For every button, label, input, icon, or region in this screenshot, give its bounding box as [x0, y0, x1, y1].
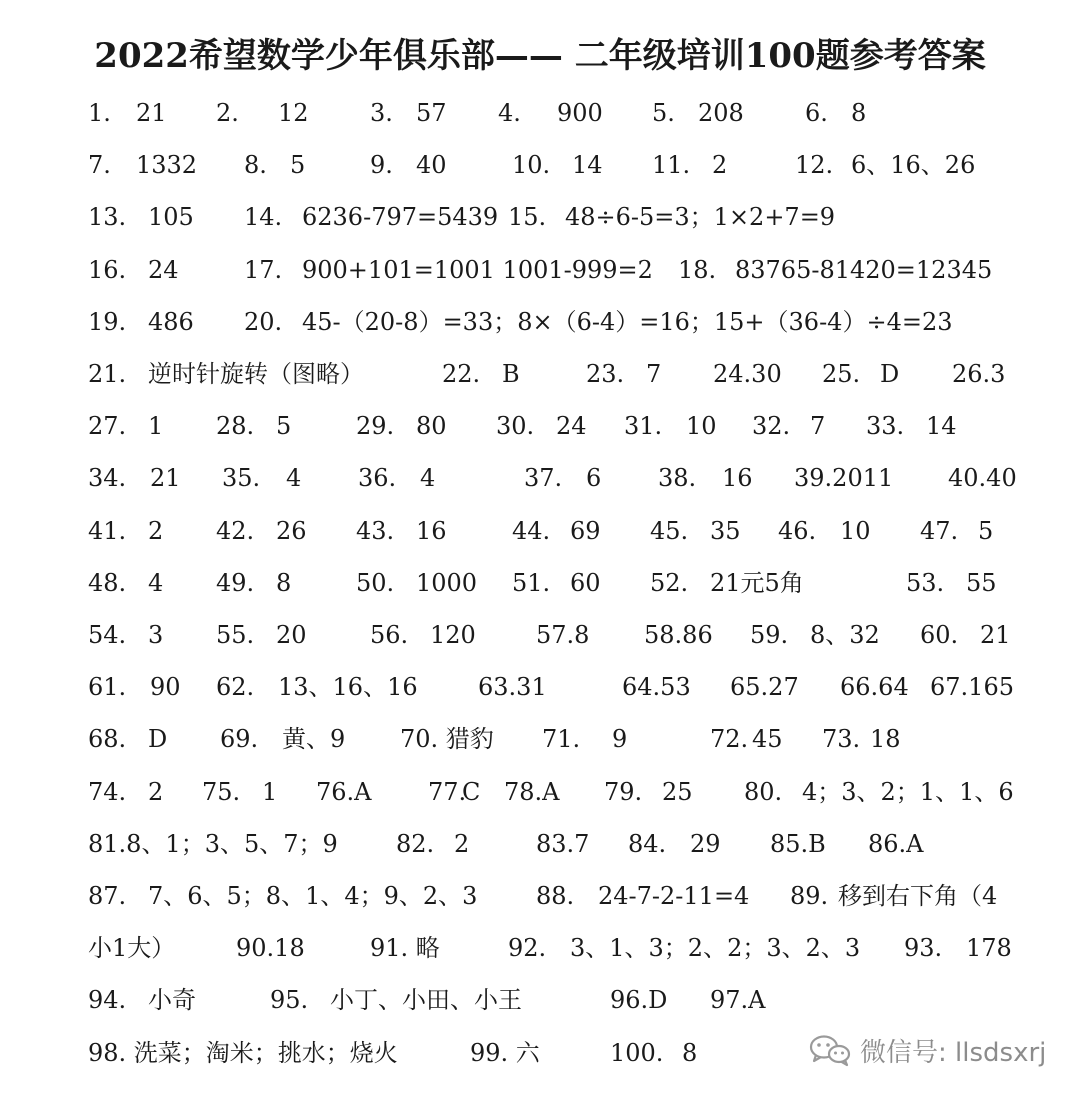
- answer-segment: 69.: [220, 725, 259, 754]
- answer-segment: 5: [290, 151, 306, 180]
- answer-segment: 97.A: [710, 986, 766, 1015]
- answer-segment: 8、32: [810, 621, 880, 649]
- answer-segment: 29: [690, 829, 721, 858]
- answer-segment: 3.: [370, 99, 393, 127]
- answer-segment: 移到右下角（4: [838, 882, 998, 910]
- answer-segment: 88.: [536, 882, 575, 910]
- answer-segment: 5: [978, 516, 994, 545]
- answer-segment: 60.: [920, 621, 959, 649]
- answer-segment: D: [148, 725, 168, 754]
- answer-segment: 14: [572, 151, 603, 180]
- answer-segment: 6236-797=5439: [302, 203, 499, 232]
- answer-segment: 54.: [88, 621, 127, 649]
- answer-segment: 120: [430, 621, 476, 649]
- answer-segment: 20.: [244, 307, 283, 336]
- answer-line: [0, 876, 1080, 916]
- answer-segment: 77.: [428, 777, 467, 806]
- answer-segment: 900+101=1001 1001-999=2: [302, 255, 653, 284]
- answer-segment: 67.165: [930, 673, 1014, 702]
- answer-segment: 19.: [88, 307, 127, 336]
- answer-segment: 74.: [88, 777, 127, 806]
- answer-segment: 15.: [508, 203, 547, 232]
- answer-segment: 4: [286, 464, 302, 493]
- answer-segment: 48÷6-5=3；1×2+7=9: [565, 203, 836, 232]
- answer-segment: 2: [148, 516, 164, 545]
- answer-segment: 50.: [356, 568, 395, 597]
- answer-segment: 28.: [216, 412, 255, 441]
- answer-segment: 16: [722, 464, 753, 493]
- answer-segment: 1: [262, 777, 278, 806]
- answer-segment: 56.: [370, 621, 409, 649]
- answer-segment: 6.: [805, 99, 828, 127]
- answer-segment: 13.: [88, 203, 127, 232]
- answer-line: [0, 302, 1080, 342]
- answer-segment: 105: [148, 203, 194, 232]
- answer-segment: D: [880, 360, 900, 388]
- answer-segment: 1: [148, 412, 164, 441]
- answer-segment: 9: [612, 725, 628, 754]
- answer-segment: 24-7-2-11=4: [598, 882, 750, 910]
- answer-segment: 55.: [216, 621, 255, 649]
- answer-segment: 4.: [498, 99, 521, 127]
- answer-segment: 18.: [678, 255, 717, 284]
- answer-segment: 87.: [88, 882, 127, 910]
- answer-line: [0, 511, 1080, 551]
- answer-line: [0, 980, 1080, 1020]
- answer-segment: 4: [420, 464, 436, 493]
- answer-segment: 57: [416, 99, 447, 127]
- answer-segment: 30.: [496, 412, 535, 441]
- answer-segment: 8: [682, 1038, 698, 1067]
- answer-segment: 5.: [652, 99, 675, 127]
- wechat-icon: [808, 1033, 852, 1067]
- answer-segment: 3、1、3；2、2；3、2、3: [570, 934, 861, 963]
- answer-segment: 2: [454, 829, 470, 858]
- answer-segment: 35: [710, 516, 741, 545]
- answer-segment: B: [502, 360, 520, 388]
- answer-segment: 45.: [650, 516, 689, 545]
- answer-line: [0, 928, 1080, 968]
- answer-segment: 14.: [244, 203, 283, 232]
- answer-segment: 1000: [416, 568, 478, 597]
- answer-line: [0, 772, 1080, 812]
- answer-segment: 25: [662, 777, 693, 806]
- answer-segment: 98. 洗菜；淘米；挑水；烧火: [88, 1038, 398, 1067]
- answer-segment: 1.: [88, 99, 111, 127]
- answer-segment: 65.27: [730, 673, 799, 702]
- answer-segment: 71.: [542, 725, 581, 754]
- answer-segment: 7、6、5；8、1、4；9、2、3: [148, 882, 478, 910]
- answer-segment: 90: [150, 673, 181, 702]
- answer-line: [0, 145, 1080, 185]
- answer-segment: 52.: [650, 568, 689, 597]
- answer-segment: 42.: [216, 516, 255, 545]
- answer-segment: 小奇: [148, 986, 196, 1015]
- answer-segment: 6: [586, 464, 602, 493]
- answer-segment: 34.: [88, 464, 127, 493]
- answer-segment: 6、16、26: [851, 151, 976, 180]
- answer-segment: 21: [136, 99, 167, 127]
- answer-segment: 32.: [752, 412, 791, 441]
- answer-line: [0, 563, 1080, 603]
- answer-segment: 79.: [604, 777, 643, 806]
- answer-segment: 62.: [216, 673, 255, 702]
- answer-line: [0, 667, 1080, 707]
- answer-segment: 13、16、16: [278, 673, 418, 702]
- answer-line: [0, 824, 1080, 864]
- answer-segment: C: [462, 777, 481, 806]
- answer-segment: 208: [698, 99, 744, 127]
- answer-segment: 2: [148, 777, 164, 806]
- answer-segment: 72.: [710, 725, 749, 754]
- answer-segment: 70. 猎豹: [400, 725, 494, 754]
- answer-line: [0, 719, 1080, 759]
- answer-segment: 黄、9: [282, 725, 346, 754]
- answer-segment: 1332: [136, 151, 198, 180]
- answer-segment: 40: [416, 151, 447, 180]
- watermark: [808, 1030, 1046, 1070]
- answer-segment: 3: [148, 621, 164, 649]
- answer-segment: 37.: [524, 464, 563, 493]
- answer-segment: 53.: [906, 568, 945, 597]
- page-title: 2022希望数学少年俱乐部—— 二年级培训100题参考答案: [94, 36, 986, 76]
- answer-segment: 21: [150, 464, 181, 493]
- answer-segment: 10.: [512, 151, 551, 180]
- answer-segment: 900: [557, 99, 603, 127]
- answer-segment: 69: [570, 516, 601, 545]
- answer-segment: 16: [416, 516, 447, 545]
- answer-segment: 5: [276, 412, 292, 441]
- answer-segment: 68.: [88, 725, 127, 754]
- answer-segment: 55: [966, 568, 997, 597]
- answer-segment: 92.: [508, 934, 547, 963]
- answer-segment: 86.A: [868, 829, 924, 858]
- answer-line: [0, 354, 1080, 394]
- answer-segment: 22.: [442, 360, 481, 388]
- watermark-text: 微信号: llsdsxrj: [860, 1037, 1047, 1068]
- answer-segment: 29.: [356, 412, 395, 441]
- answer-segment: 4: [148, 568, 164, 597]
- answer-segment: 24.30: [713, 360, 782, 388]
- answer-segment: 23.: [586, 360, 625, 388]
- answer-segment: 96.D: [610, 986, 668, 1015]
- answer-segment: 48.: [88, 568, 127, 597]
- answer-segment: 85.B: [770, 829, 826, 858]
- answer-segment: 93.: [904, 934, 943, 963]
- answer-segment: 8: [276, 568, 292, 597]
- answer-line: [0, 250, 1080, 290]
- answer-segment: 25.: [822, 360, 861, 388]
- answer-segment: 41.: [88, 516, 127, 545]
- answer-segment: 59.: [750, 621, 789, 649]
- answer-segment: 26.3: [952, 360, 1006, 388]
- answer-segment: 58.86: [644, 621, 713, 649]
- answer-segment: 10: [840, 516, 871, 545]
- answer-segment: 63.31: [478, 673, 547, 702]
- answer-segment: 39.2011: [794, 464, 894, 493]
- answer-segment: 27.: [88, 412, 127, 441]
- answer-segment: 2: [712, 151, 728, 180]
- answer-segment: 47.: [920, 516, 959, 545]
- answer-segment: 12: [278, 99, 309, 127]
- answer-segment: 81.8、1；3、5、7；9: [88, 829, 338, 858]
- answer-segment: 7.: [88, 151, 111, 180]
- answer-segment: 51.: [512, 568, 551, 597]
- answer-segment: 64.53: [622, 673, 691, 702]
- answer-segment: 100.: [610, 1038, 664, 1067]
- answer-segment: 83.7: [536, 829, 590, 858]
- answer-segment: 7: [646, 360, 662, 388]
- answer-segment: 91. 略: [370, 934, 440, 963]
- answer-segment: 45-（20-8）=33；8×（6-4）=16；15+（36-4）÷4=23: [302, 307, 953, 336]
- answer-segment: 90.18: [236, 934, 305, 963]
- answer-line: [0, 458, 1080, 498]
- answer-segment: 84.: [628, 829, 667, 858]
- answer-segment: 31.: [624, 412, 663, 441]
- answer-segment: 小1大）: [88, 934, 176, 963]
- answer-segment: 33.: [866, 412, 905, 441]
- answer-segment: 178: [966, 934, 1012, 963]
- answer-segment: 486: [148, 307, 194, 336]
- answer-segment: 76.A: [316, 777, 372, 806]
- answer-segment: 44.: [512, 516, 551, 545]
- answer-segment: 61.: [88, 673, 127, 702]
- answer-segment: 46.: [778, 516, 817, 545]
- answer-segment: 36.: [358, 464, 397, 493]
- answer-segment: 8: [851, 99, 867, 127]
- answer-segment: 82.: [396, 829, 435, 858]
- answer-segment: 89.: [790, 882, 829, 910]
- answer-segment: 21元5角: [710, 568, 804, 597]
- answer-segment: 66.64: [840, 673, 909, 702]
- answer-line: [0, 197, 1080, 237]
- answer-segment: 2.: [216, 99, 239, 127]
- answer-segment: 7: [810, 412, 826, 441]
- answer-segment: 26: [276, 516, 307, 545]
- answer-segment: 14: [926, 412, 957, 441]
- answer-segment: 10: [686, 412, 717, 441]
- answer-segment: 20: [276, 621, 307, 649]
- answer-segment: 8.: [244, 151, 267, 180]
- answer-segment: 小丁、小田、小王: [330, 986, 522, 1015]
- answer-segment: 35.: [222, 464, 261, 493]
- answer-segment: 17.: [244, 255, 283, 284]
- answer-segment: 24: [148, 255, 179, 284]
- answer-segment: 12.: [795, 151, 834, 180]
- answer-segment: 78.A: [504, 777, 560, 806]
- answer-segment: 43.: [356, 516, 395, 545]
- answer-segment: 11.: [652, 151, 691, 180]
- answer-segment: 99. 六: [470, 1038, 540, 1067]
- answer-segment: 40.40: [948, 464, 1017, 493]
- answer-segment: 21: [980, 621, 1011, 649]
- answer-segment: 16.: [88, 255, 127, 284]
- answer-segment: 94.: [88, 986, 127, 1015]
- answer-segment: 49.: [216, 568, 255, 597]
- answer-segment: 9.: [370, 151, 393, 180]
- answer-segment: 73.: [822, 725, 861, 754]
- answer-segment: 60: [570, 568, 601, 597]
- answer-segment: 21.: [88, 360, 127, 388]
- answer-segment: 45: [752, 725, 783, 754]
- answer-segment: 80: [416, 412, 447, 441]
- answer-segment: 83765-81420=12345: [735, 255, 993, 284]
- answer-line: [0, 615, 1080, 655]
- answer-segment: 18: [870, 725, 901, 754]
- answer-segment: 75.: [202, 777, 241, 806]
- answer-line: [0, 406, 1080, 446]
- answer-segment: 57.8: [536, 621, 590, 649]
- answer-segment: 逆时针旋转（图略）: [148, 360, 364, 388]
- answer-segment: 95.: [270, 986, 309, 1015]
- answer-line: [0, 93, 1080, 133]
- answer-segment: 24: [556, 412, 587, 441]
- answer-segment: 38.: [658, 464, 697, 493]
- answer-segment: 80.: [744, 777, 783, 806]
- answer-segment: 4；3、2；1、1、6: [802, 777, 1014, 806]
